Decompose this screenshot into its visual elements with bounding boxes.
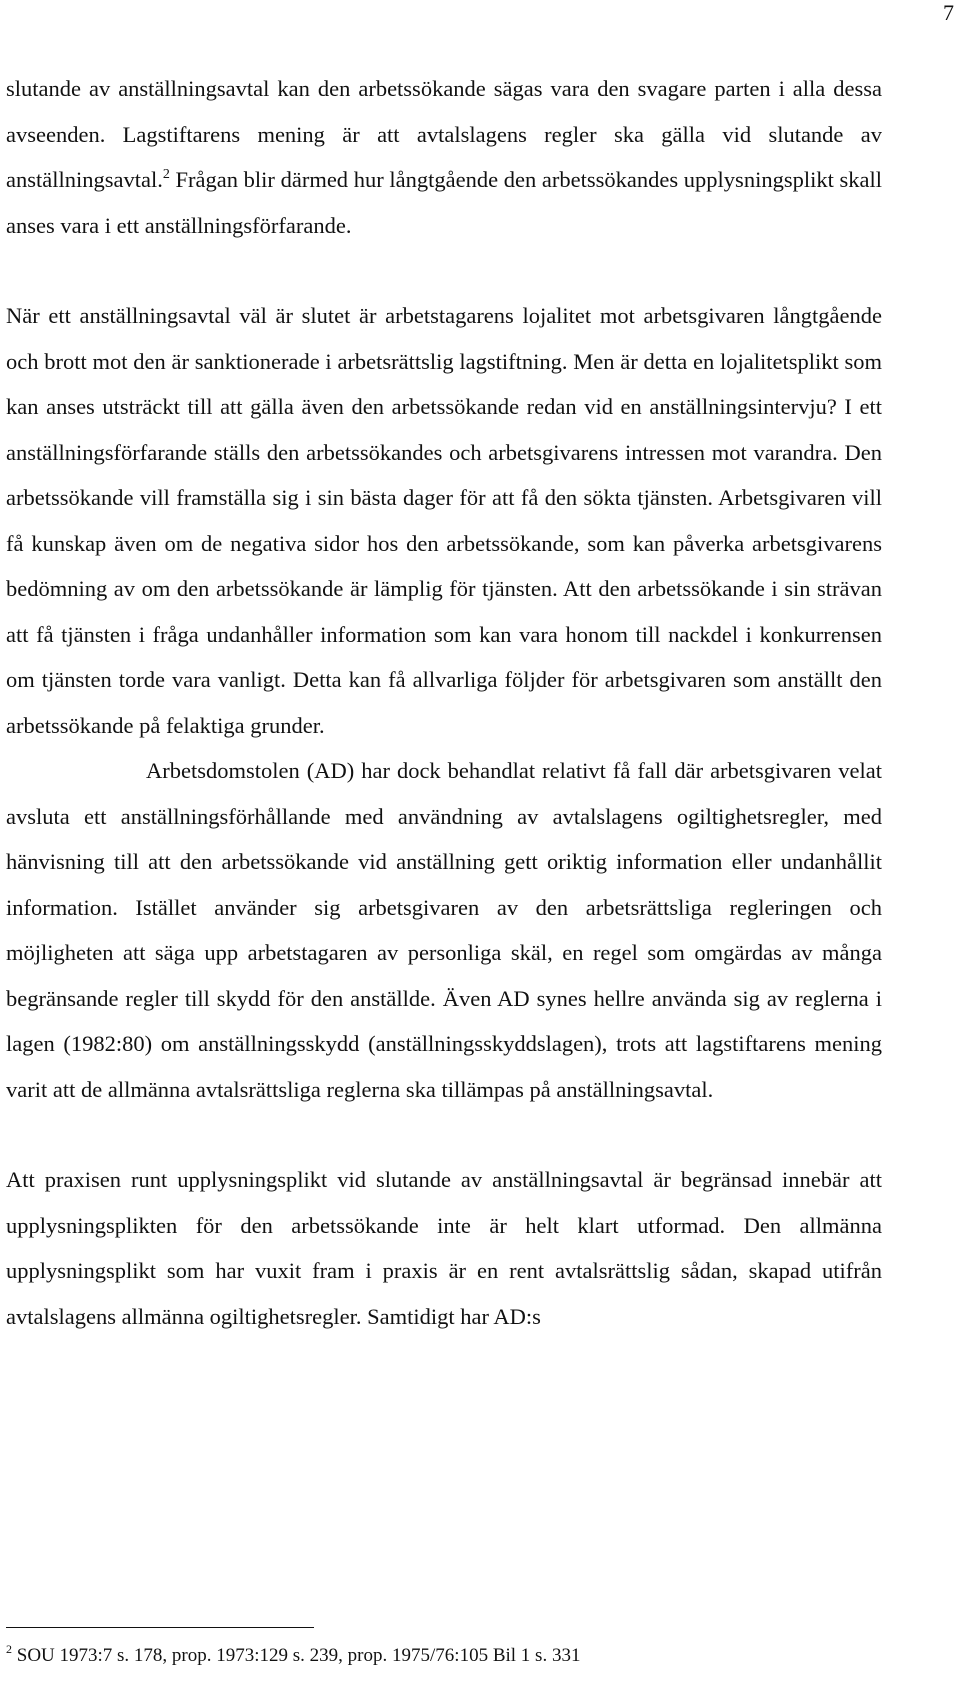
footnote-separator xyxy=(6,1627,314,1628)
paragraph-2: När ett anställningsavtal väl är slutet är arbetstagarens lojalitet mot arbetsgivaren långtgående och brott mot den är sanktionerade i arbetsrättslig lagstiftning. Men är detta en lojalitetsplikt som kan anses utsträckt till att gälla även den arbetssökande redan vid en anställningsintervju? I ett anställningsförfarande ställs den arbetssökandes och arbetsgivarens intressen mot varandra. Den arbetssökande vill framställa sig i sin bästa dager för att få den sökta tjänsten. Arbetsgivaren vill få kunskap även om de negativa sidor hos den arbetssökande, som kan påverka arbetsgivarens bedömning av om den arbetssökande är lämplig för tjänsten. Att den arbetssökande i sin strävan att få tjänsten i fråga undanhåller information som kan vara honom till nackdel i konkurrensen om tjänsten torde vara vanligt. Detta kan få allvarliga följder för arbetsgivaren som anställt den arbetssökande på felaktiga grunder. xyxy=(6,303,882,738)
footnote-text: SOU 1973:7 s. 178, prop. 1973:129 s. 239, prop. 1975/76:105 Bil 1 s. 331 xyxy=(12,1645,581,1666)
document-body xyxy=(6,66,882,1339)
paragraph-1-text: slutande av anställningsavtal kan den arbetssökande sägas vara den svagare parten i alla dessa avseenden. Lagstiftarens mening är att avtalslagens regler ska gälla vid slutande av anställningsavtal. xyxy=(6,76,882,192)
page-number: 7 xyxy=(943,0,954,25)
footnote xyxy=(6,1644,882,1668)
footnote-reference: 2 xyxy=(162,167,170,182)
paragraph-3: Arbetsdomstolen (AD) har dock behandlat relativt få fall där arbetsgivaren velat avsluta ett anställningsförhållande med användning av avtalslagens ogiltighetsregler, med hänvisning till att den arbetssökande vid anställning gett oriktig information eller undanhållit information. Istället använder sig arbetsgivaren av den arbetsrättsliga regleringen och möjligheten att säga upp arbetstagaren av personliga skäl, en regel som omgärdas av många begränsande regler till skydd för den anställde. Även AD synes hellre använda sig av reglerna i lagen (1982:80) om anställningsskydd (anställningsskyddslagen), trots att lagstiftarens mening varit att de allmänna avtalsrättsliga reglerna ska tillämpas på anställningsavtal. xyxy=(6,758,882,1102)
paragraph-4: Att praxisen runt upplysningsplikt vid slutande av anställningsavtal är begränsad innebär att upplysningsplikten för den arbetssökande inte är helt klart utformad. Den allmänna upplysningsplikt som har vuxit fram i praxis är en rent avtalsrättslig sådan, skapad utifrån avtalslagens allmänna ogiltighetsregler. Samtidigt har AD:s xyxy=(6,1167,882,1329)
paragraph-1-text-continued: Frågan blir därmed hur långtgående den arbetssökandes upplysningsplikt skall anses vara i ett anställningsförfarande. xyxy=(6,167,882,238)
paragraph-1 xyxy=(6,66,882,248)
footnote-marker: 2 xyxy=(6,1642,12,1656)
